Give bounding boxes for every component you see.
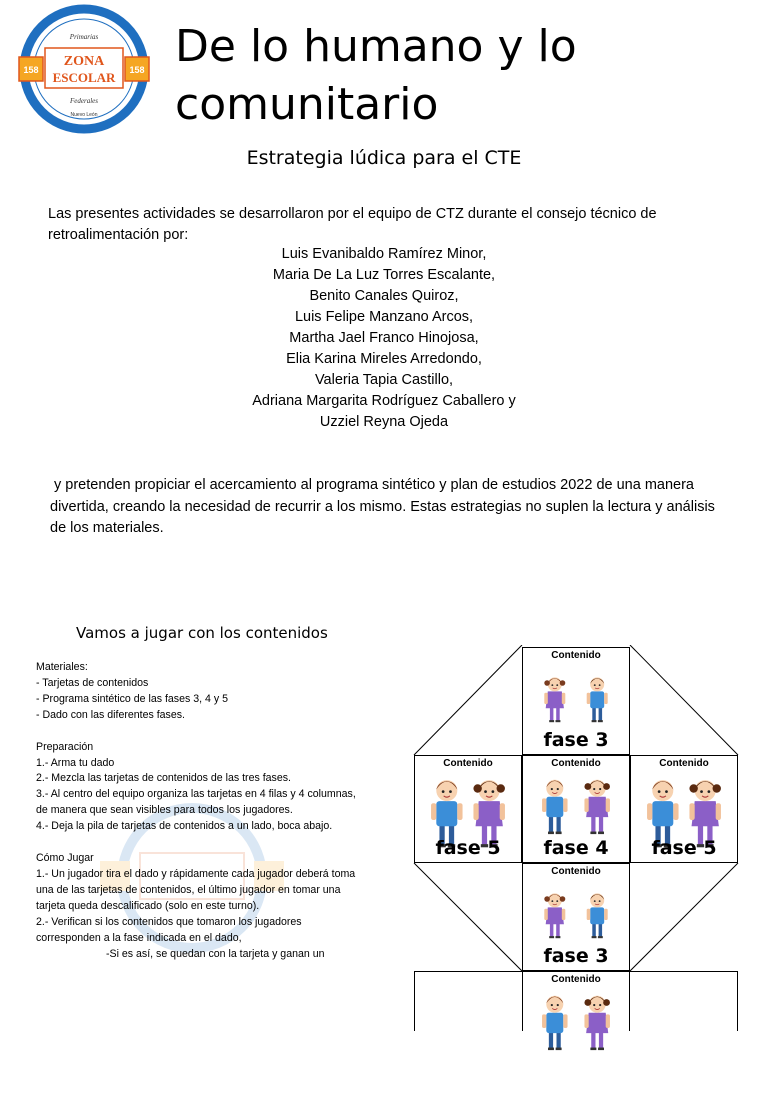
children-illustration — [415, 776, 521, 842]
author-item: Luis Evanibaldo Ramírez Minor, — [281, 246, 487, 262]
author-item: Valeria Tapia Castillo, — [314, 372, 454, 388]
card-label: Contenido — [551, 974, 601, 985]
author-item: Uzziel Reyna Ojeda — [319, 414, 449, 430]
author-item: Luis Felipe Manzano Arcos, — [294, 309, 474, 325]
preparation-step: 3.- Al centro del equipo organiza las tarjetas en 4 filas y 4 columnas, de manera que sean visibles para todos los jugadores. — [36, 788, 356, 817]
materials-item: - Dado con las diferentes fases. — [36, 708, 185, 721]
card-label: Contenido — [551, 650, 601, 661]
card-fase: fase 3 — [543, 729, 609, 751]
logo-region: Nuevo León — [70, 112, 98, 118]
die-card-left — [414, 755, 522, 863]
die-card-center — [522, 755, 630, 863]
preparation-heading: Preparación — [36, 740, 94, 753]
card-label: Contenido — [659, 758, 709, 769]
howto-heading: Cómo Jugar — [36, 852, 94, 865]
author-item: Benito Canales Quiroz, — [309, 288, 459, 304]
preparation-step: 2.- Mezcla las tarjetas de contenidos de las tres fases. — [36, 772, 291, 785]
logo-bottom-text: Federales — [70, 97, 98, 105]
logo-number-right: 158 — [129, 65, 145, 75]
die-card-bottom — [522, 863, 630, 971]
materials-item: - Programa sintético de las fases 3, 4 y 5 — [36, 692, 228, 705]
card-label: Contenido — [443, 758, 493, 769]
logo-number-left: 158 — [23, 65, 39, 75]
die-card-right — [630, 755, 738, 863]
closing-paragraph: y pretenden propiciar el acercamiento al programa sintético y plan de estudios 2022 de una manera divertida, creando la necesidad de recurrir a los mismo. Estas estrategias no suplen la lectura y análisis de los materiales. — [50, 477, 715, 536]
logo-main-line2: ESCOLAR — [52, 70, 116, 85]
author-item: Elia Karina Mireles Arredondo, — [286, 351, 482, 367]
die-net-board — [412, 645, 742, 1024]
die-card-top — [522, 647, 630, 755]
page-title: De lo humano y lo comunitario — [175, 21, 577, 130]
author-item: Adriana Margarita Rodríguez Caballero y — [252, 393, 516, 409]
children-illustration — [523, 884, 629, 950]
authors-list — [0, 244, 768, 433]
game-title: Vamos a jugar con los contenidos — [76, 624, 328, 642]
howto-step: 2.- Verifican si los contenidos que tomaron los jugadores corresponden a la fase indicada en el dado, — [36, 915, 302, 944]
children-illustration — [523, 992, 629, 1061]
children-illustration — [523, 776, 629, 842]
card-fase: fase 5 — [435, 837, 501, 859]
preparation-step: 4.- Deja la pila de tarjetas de contenidos a un lado, boca abajo. — [36, 820, 333, 833]
card-fase: fase 3 — [543, 945, 609, 967]
children-illustration — [523, 668, 629, 734]
materials-heading: Materiales: — [36, 661, 88, 673]
howto-step: 1.- Un jugador tira el dado y rápidamente cada jugador deberá toma una de las tarjetas de contenidos, el último jugador en tomar una tarjeta queda descalificado (solo en este turno). — [36, 867, 356, 912]
preparation-step: 1.- Arma tu dado — [36, 756, 115, 769]
card-label: Contenido — [551, 758, 601, 769]
zona-escolar-logo — [18, 3, 150, 135]
children-illustration — [631, 776, 737, 842]
die-card-partial — [522, 971, 630, 1031]
howto-indent-line: -Si es así, se quedan con la tarjeta y ganan un — [106, 947, 325, 960]
author-item: Martha Jael Franco Hinojosa, — [289, 330, 479, 346]
game-instructions — [36, 660, 358, 962]
intro-paragraph: Las presentes actividades se desarrollaron por el equipo de CTZ durante el consejo técnico de retroalimentación por: — [48, 206, 657, 243]
author-item: Maria De La Luz Torres Escalante, — [272, 267, 496, 283]
card-label: Contenido — [551, 866, 601, 877]
card-fase: fase 4 — [543, 837, 609, 859]
page-subtitle: Estrategia lúdica para el CTE — [246, 147, 522, 169]
logo-top-text: Primarias — [69, 33, 99, 41]
card-fase: fase 5 — [651, 837, 717, 859]
materials-item: - Tarjetas de contenidos — [36, 676, 149, 689]
logo-main-line1: ZONA — [63, 54, 105, 69]
